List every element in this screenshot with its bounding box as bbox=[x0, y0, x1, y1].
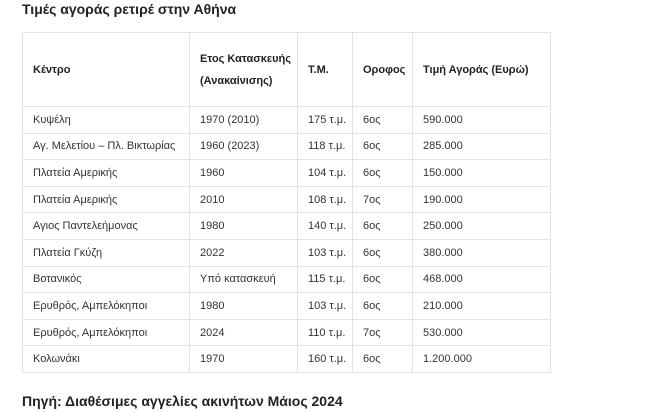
cell-year: 2010 bbox=[190, 186, 298, 213]
cell-price: 150.000 bbox=[413, 160, 551, 187]
header-floor: Οροφος bbox=[353, 33, 413, 107]
table-row bbox=[23, 266, 551, 293]
table-row bbox=[23, 293, 551, 320]
cell-center: Πλατεία Γκύζη bbox=[23, 239, 190, 266]
cell-year: 1960 (2023) bbox=[190, 133, 298, 160]
cell-floor: 6ος bbox=[353, 107, 413, 134]
page-title: Τιμές αγοράς ρετιρέ στην Αθήνα bbox=[22, 1, 237, 17]
cell-floor: 6ος bbox=[353, 213, 413, 240]
cell-price: 285.000 bbox=[413, 133, 551, 160]
cell-center: Πλατεία Αμερικής bbox=[23, 186, 190, 213]
source-note: Πηγή: Διαθέσιμες αγγελίες ακινήτων Μάιος 2024 bbox=[22, 393, 343, 409]
table-row bbox=[23, 346, 551, 373]
table-row bbox=[23, 107, 551, 134]
cell-center: Πλατεία Αμερικής bbox=[23, 160, 190, 187]
header-year-line1: Ετος Κατασκευής bbox=[200, 52, 291, 65]
cell-center: Βοτανικός bbox=[23, 266, 190, 293]
cell-floor: 6ος bbox=[353, 160, 413, 187]
cell-center: Κυψέλη bbox=[23, 107, 190, 134]
table-header-row bbox=[23, 33, 551, 107]
table-row bbox=[23, 239, 551, 266]
table-row bbox=[23, 133, 551, 160]
cell-price: 590.000 bbox=[413, 107, 551, 134]
price-table bbox=[22, 32, 551, 373]
header-area: Τ.Μ. bbox=[298, 33, 353, 107]
cell-floor: 7ος bbox=[353, 319, 413, 346]
cell-year: 1960 bbox=[190, 160, 298, 187]
cell-year: 2022 bbox=[190, 239, 298, 266]
cell-floor: 6ος bbox=[353, 293, 413, 320]
table-row bbox=[23, 160, 551, 187]
cell-year: 1970 bbox=[190, 346, 298, 373]
cell-year: 1980 bbox=[190, 293, 298, 320]
cell-center: Ερυθρός, Αμπελόκηποι bbox=[23, 319, 190, 346]
cell-center: Αγιος Παντελεήμονας bbox=[23, 213, 190, 240]
header-center: Κέντρο bbox=[23, 33, 190, 107]
cell-price: 380.000 bbox=[413, 239, 551, 266]
header-year bbox=[190, 33, 298, 107]
cell-year: 1970 (2010) bbox=[190, 107, 298, 134]
cell-area: 118 τ.μ. bbox=[298, 133, 353, 160]
cell-floor: 6ος bbox=[353, 239, 413, 266]
cell-year: 1980 bbox=[190, 213, 298, 240]
table-row bbox=[23, 213, 551, 240]
cell-price: 250.000 bbox=[413, 213, 551, 240]
cell-price: 1.200.000 bbox=[413, 346, 551, 373]
cell-floor: 6ος bbox=[353, 133, 413, 160]
header-price: Τιμή Αγοράς (Ευρώ) bbox=[413, 33, 551, 107]
cell-center: Κολωνάκι bbox=[23, 346, 190, 373]
cell-area: 103 τ.μ. bbox=[298, 239, 353, 266]
cell-area: 103 τ.μ. bbox=[298, 293, 353, 320]
cell-floor: 6ος bbox=[353, 266, 413, 293]
cell-area: 115 τ.μ. bbox=[298, 266, 353, 293]
cell-price: 468.000 bbox=[413, 266, 551, 293]
cell-area: 104 τ.μ. bbox=[298, 160, 353, 187]
cell-area: 108 τ.μ. bbox=[298, 186, 353, 213]
header-year-line2: (Ανακαίνισης) bbox=[200, 74, 273, 87]
cell-area: 175 τ.μ. bbox=[298, 107, 353, 134]
cell-price: 210.000 bbox=[413, 293, 551, 320]
cell-price: 190.000 bbox=[413, 186, 551, 213]
cell-center: Αγ. Μελετίου – Πλ. Βικτωρίας bbox=[23, 133, 190, 160]
cell-price: 530.000 bbox=[413, 319, 551, 346]
cell-area: 110 τ.μ. bbox=[298, 319, 353, 346]
cell-center: Ερυθρός, Αμπελόκηποι bbox=[23, 293, 190, 320]
cell-year: 2024 bbox=[190, 319, 298, 346]
table-row bbox=[23, 319, 551, 346]
cell-year: Υπό κατασκευή bbox=[190, 266, 298, 293]
cell-area: 140 τ.μ. bbox=[298, 213, 353, 240]
table-row bbox=[23, 186, 551, 213]
cell-area: 160 τ.μ. bbox=[298, 346, 353, 373]
cell-floor: 7ος bbox=[353, 186, 413, 213]
cell-floor: 6ος bbox=[353, 346, 413, 373]
